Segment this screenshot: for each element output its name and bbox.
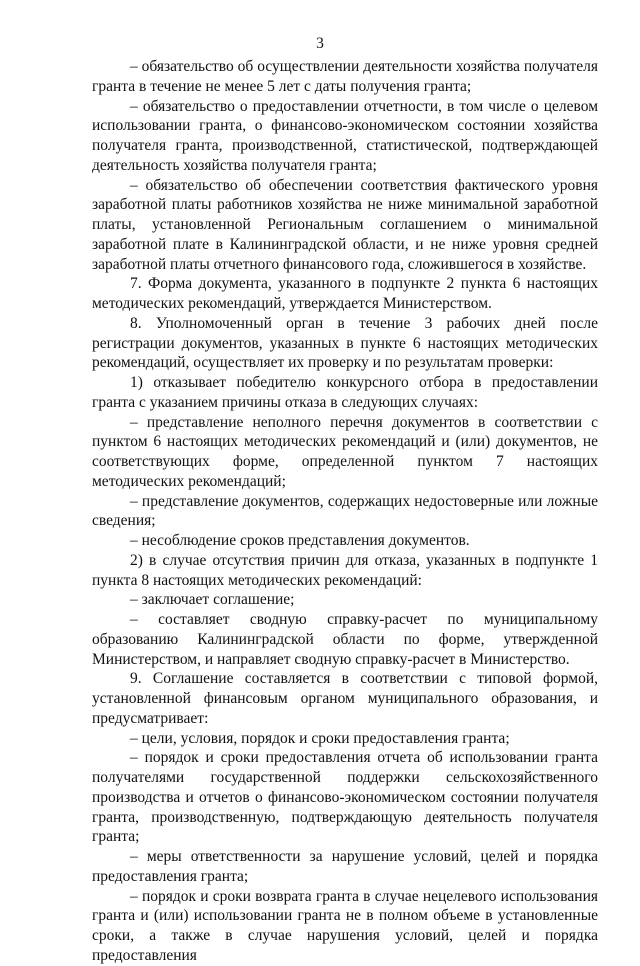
paragraph: – обязательство об осуществлении деятельности хозяйства получателя гранта в течение не менее 5 лет с даты получения гранта; [92, 58, 598, 95]
paragraph: 8. Уполномоченный орган в течение 3 рабочих дней после регистрации документов, указанных в пункте 6 настоящих методических рекомендаций, осуществляет их проверку и по результатам проверки: [92, 314, 598, 372]
document-body [92, 57, 598, 966]
paragraph: – порядок и сроки предоставления отчета об использовании гранта получателями государственной поддержки сельскохозяйственного производства и отчетов о финансово-экономическом состоянии получателя гранта, производственную, подтверждающую деятельность получателя гранта; [92, 749, 598, 846]
paragraph: – порядок и сроки возврата гранта в случае нецелевого использования гранта и (или) использовании гранта не в полном объеме в установленные сроки, а также в случае нарушения условий, целей и порядка предоставления [92, 887, 598, 964]
paragraph: – представление неполного перечня документов в соответствии с пунктом 6 настоящих методических рекомендаций и (или) документов, не соответствующих форме, определенной пунктом 7 настоящих методических рекомендаций; [92, 413, 598, 490]
paragraph: – цели, условия, порядок и сроки предоставления гранта; [130, 729, 510, 747]
paragraph: – обязательство об обеспечении соответствия фактического уровня заработной платы работников хозяйства не ниже минимальной заработной платы, установленной Региональным соглашением о минимальной заработной плате в Калининградской области, и не ниже уровня средней заработной платы отчетного финансового года, сложившегося в хозяйстве. [92, 176, 598, 273]
page-number: 3 [316, 35, 324, 52]
paragraph: – несоблюдение сроков представления документов. [130, 532, 470, 549]
paragraph: – меры ответственности за нарушение условий, целей и порядка предоставления гранта; [92, 848, 598, 885]
paragraph: 7. Форма документа, указанного в подпункте 2 пункта 6 настоящих методических рекомендаций, утверждается Министерством. [92, 275, 598, 312]
paragraph: 9. Соглашение составляется в соответствии с типовой формой, установленной финансовым органом муниципального образования, и предусматривает: [92, 670, 598, 727]
paragraph: – заключает соглашение; [130, 591, 295, 609]
paragraph: 1) отказывает победителю конкурсного отбора в предоставлении гранта с указанием причины отказа в следующих случаях: [92, 374, 598, 411]
paragraph: 2) в случае отсутствия причин для отказа, указанных в подпункте 1 пункта 8 настоящих методических рекомендаций: [92, 551, 598, 589]
paragraph: – представление документов, содержащих недостоверные или ложные сведения; [92, 492, 598, 530]
paragraph: – обязательство о предоставлении отчетности, в том числе о целевом использовании гранта, о финансово-экономическом состоянии хозяйства получателя гранта, производственной, статистической, подтверждающей деятельность хозяйства получателя гранта; [92, 97, 598, 174]
paragraph: – составляет сводную справку-расчет по муниципальному образованию Калининградской области по форме, утвержденной Министерством, и направляет сводную справку-расчет в Министерство. [92, 611, 598, 668]
